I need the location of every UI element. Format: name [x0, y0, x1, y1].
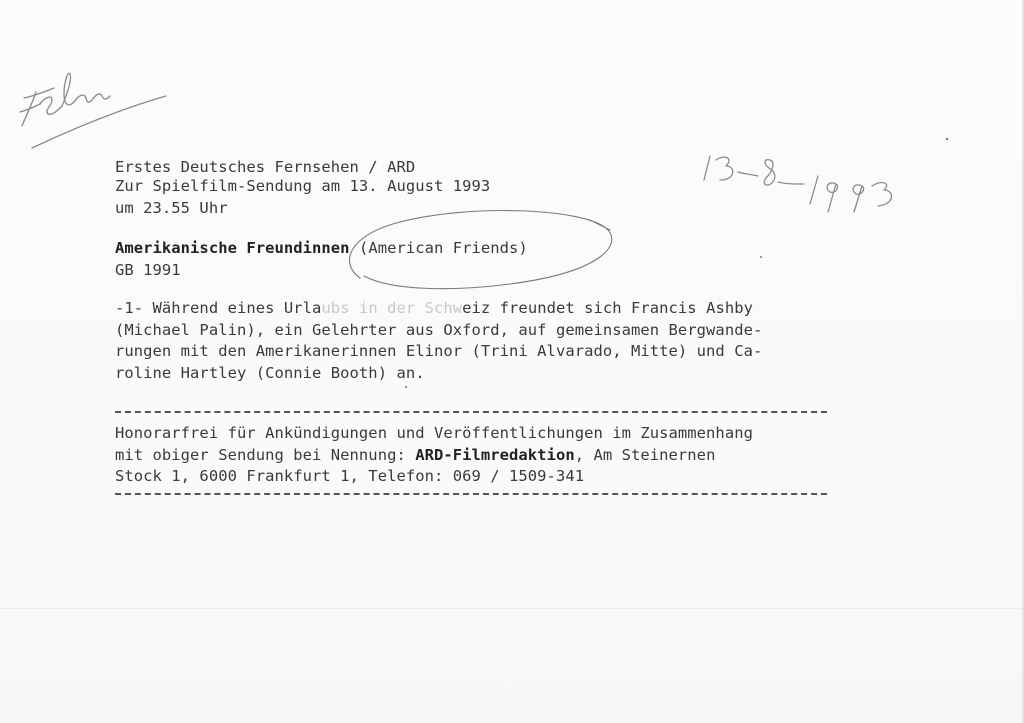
caption-line-3: rungen mit den Amerikanerinnen Elinor (Trini Alvarado, Mitte) und Ca-: [115, 342, 763, 360]
caption-line-1b: eiz freundet sich Francis Ashby: [462, 299, 753, 317]
notice-line-1: Honorarfrei für Ankündigungen und Veröffentlichungen im Zusammenhang: [115, 424, 753, 442]
photo-caption: [115, 298, 762, 384]
broadcast-info: [115, 176, 490, 219]
notice-editorial-name: ARD-Filmredaktion: [415, 445, 575, 464]
ink-speck: [758, 254, 764, 260]
caption-line-4: roline Hartley (Connie Booth) an.: [115, 363, 425, 382]
film-info: [115, 238, 528, 281]
film-title-english: (American Friends): [358, 239, 528, 257]
copyright-notice: [115, 423, 753, 488]
ink-speck: [403, 384, 409, 390]
film-title-german: Amerikanische Freundinnen: [115, 239, 350, 257]
notice-line-2a: mit obiger Sendung bei Nennung:: [115, 445, 416, 464]
paper-fold-line: [0, 608, 1024, 609]
notice-line-2b: , Am Steinernen: [574, 445, 716, 464]
broadcaster-text: Erstes Deutsches Fernsehen / ARD: [115, 157, 416, 176]
caption-line-1-faded: ubs in der Schw: [321, 299, 463, 317]
ink-speck: [944, 136, 950, 142]
dashed-divider-bottom: [115, 493, 827, 495]
broadcast-time-text: um 23.55 Uhr: [115, 198, 228, 217]
notice-line-3: Stock 1, 6000 Frankfurt 1, Telefon: 069 / 1509-341: [115, 467, 585, 485]
broadcaster-line: [115, 135, 415, 178]
caption-line-1a: -1- Während eines Urla: [115, 299, 322, 317]
film-origin: GB 1991: [115, 260, 181, 279]
caption-line-2: (Michael Palin), ein Gelehrter aus Oxford, auf gemeinsamen Bergwande-: [115, 320, 763, 339]
dashed-divider-top: [115, 411, 827, 413]
handwritten-date: [700, 150, 920, 220]
broadcast-date-text: Zur Spielfilm-Sendung am 13. August 1993: [115, 177, 491, 195]
